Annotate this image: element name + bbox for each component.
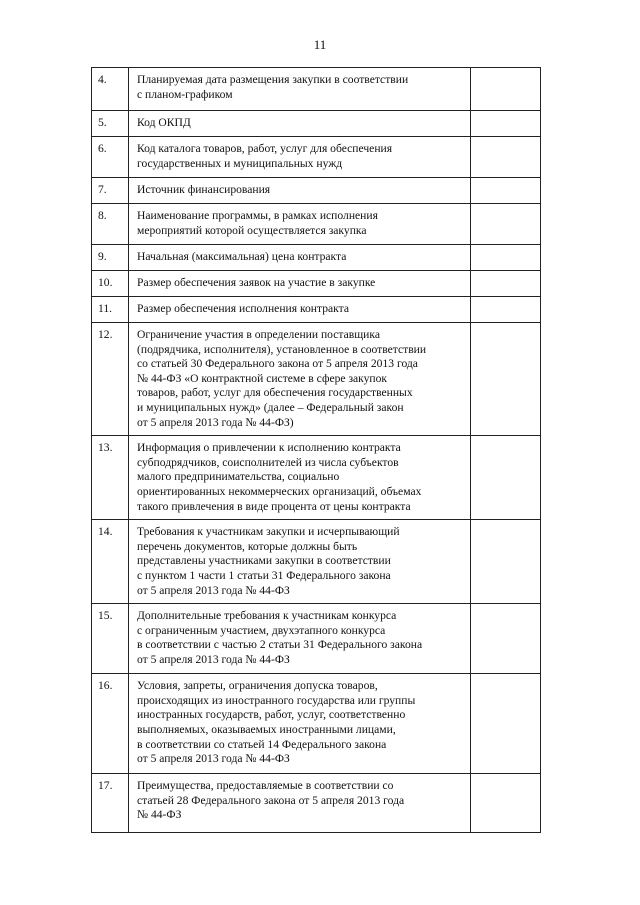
row-number: 8. xyxy=(92,204,129,245)
description-line: с ограниченным участием, двухэтапного конкурса xyxy=(137,623,386,637)
description-line: от 5 апреля 2013 года № 44-ФЗ xyxy=(137,583,290,597)
row-description xyxy=(129,323,471,436)
row-number: 7. xyxy=(92,178,129,204)
row-number: 13. xyxy=(92,436,129,520)
row-value-cell xyxy=(471,111,541,137)
row-value-cell xyxy=(471,604,541,674)
description-line: с пунктом 1 части 1 статьи 31 Федерального закона xyxy=(137,568,391,582)
description-line: малого предпринимательства, социально xyxy=(137,470,340,484)
description-line: государственных и муниципальных нужд xyxy=(137,156,343,170)
row-description xyxy=(129,245,471,271)
description-line: Информация о привлечении к исполнению контракта xyxy=(137,441,401,455)
description-line: Код ОКПД xyxy=(137,116,191,129)
row-description xyxy=(129,68,471,111)
table-row xyxy=(92,137,541,178)
table-row xyxy=(92,323,541,436)
page-number: 11 xyxy=(313,37,327,52)
table-row xyxy=(92,68,541,111)
table-row xyxy=(92,674,541,774)
description-line: (подрядчика, исполнителя), установленное в соответствии xyxy=(137,342,427,356)
row-number: 9. xyxy=(92,245,129,271)
table-row xyxy=(92,774,541,833)
procurement-info-table xyxy=(91,67,541,833)
table-row xyxy=(92,178,541,204)
description-line: статьей 28 Федерального закона от 5 апреля 2013 года xyxy=(137,793,405,807)
row-value-cell xyxy=(471,178,541,204)
description-line: Размер обеспечения заявок на участие в закупке xyxy=(137,276,376,289)
description-line: перечень документов, которые должны быть xyxy=(137,539,358,553)
row-description xyxy=(129,137,471,178)
row-value-cell xyxy=(471,674,541,774)
description-line: выполняемых, оказываемых иностранными лицами, xyxy=(137,722,396,736)
description-line: мероприятий которой осуществляется закупка xyxy=(137,223,367,237)
row-description xyxy=(129,436,471,520)
description-line: от 5 апреля 2013 года № 44-ФЗ xyxy=(137,652,290,666)
row-description xyxy=(129,297,471,323)
row-number: 11. xyxy=(92,297,129,323)
description-line: Источник финансирования xyxy=(137,183,271,196)
row-value-cell xyxy=(471,323,541,436)
description-line: и муниципальных нужд» (далее – Федеральный закон xyxy=(137,400,404,414)
row-description xyxy=(129,774,471,833)
description-line: Условия, запреты, ограничения допуска товаров, xyxy=(137,679,378,693)
description-line: № 44-ФЗ «О контрактной системе в сфере закупок xyxy=(137,371,388,385)
description-line: от 5 апреля 2013 года № 44-ФЗ) xyxy=(137,415,294,429)
description-line: Начальная (максимальная) цена контракта xyxy=(137,250,347,263)
description-line: Размер обеспечения исполнения контракта xyxy=(137,302,349,315)
description-line: Планируемая дата размещения закупки в соответствии xyxy=(137,73,409,86)
table-row xyxy=(92,520,541,604)
row-value-cell xyxy=(471,204,541,245)
description-line: Ограничение участия в определении поставщика xyxy=(137,328,380,341)
row-description xyxy=(129,520,471,604)
description-line: происходящих из иностранного государства или группы xyxy=(137,693,416,707)
description-line: такого привлечения в виде процента от цены контракта xyxy=(137,499,411,513)
row-number: 14. xyxy=(92,520,129,604)
description-line: иностранных государств, работ, услуг, соответственно xyxy=(137,708,406,722)
row-number: 16. xyxy=(92,674,129,774)
row-value-cell xyxy=(471,436,541,520)
description-line: № 44-ФЗ xyxy=(137,808,182,822)
row-value-cell xyxy=(471,774,541,833)
row-value-cell xyxy=(471,297,541,323)
description-line: со статьей 30 Федерального закона от 5 апреля 2013 года xyxy=(137,357,418,371)
table-row xyxy=(92,271,541,297)
description-line: Наименование программы, в рамках исполнения xyxy=(137,209,378,222)
description-line: Преимущества, предоставляемые в соответствии со xyxy=(137,779,394,793)
row-description xyxy=(129,674,471,774)
table-row xyxy=(92,204,541,245)
description-line: Требования к участникам закупки и исчерпывающий xyxy=(137,525,400,539)
table-row xyxy=(92,111,541,137)
description-line: субподрядчиков, соисполнителей из числа субъектов xyxy=(137,455,399,469)
row-number: 5. xyxy=(92,111,129,137)
row-number: 15. xyxy=(92,604,129,674)
row-number: 12. xyxy=(92,323,129,436)
table-row xyxy=(92,297,541,323)
table-row xyxy=(92,604,541,674)
table-row xyxy=(92,436,541,520)
row-description xyxy=(129,204,471,245)
row-number: 10. xyxy=(92,271,129,297)
table-row xyxy=(92,245,541,271)
table-body xyxy=(92,68,541,833)
row-value-cell xyxy=(471,137,541,178)
row-number: 17. xyxy=(92,774,129,833)
description-line: Код каталога товаров, работ, услуг для обеспечения xyxy=(137,142,393,155)
description-line: с планом-графиком xyxy=(137,87,233,101)
row-description xyxy=(129,178,471,204)
description-line: товаров, работ, услуг для обеспечения государственных xyxy=(137,386,413,400)
row-value-cell xyxy=(471,520,541,604)
row-value-cell xyxy=(471,245,541,271)
row-number: 6. xyxy=(92,137,129,178)
description-line: Дополнительные требования к участникам конкурса xyxy=(137,609,397,623)
row-value-cell xyxy=(471,271,541,297)
description-line: в соответствии со статьей 14 Федерального закона xyxy=(137,737,387,751)
row-description xyxy=(129,111,471,137)
row-description xyxy=(129,604,471,674)
description-line: в соответствии с частью 2 статьи 31 Федерального закона xyxy=(137,638,423,652)
description-line: ориентированных некоммерческих организаций, объемах xyxy=(137,484,422,498)
row-description xyxy=(129,271,471,297)
description-line: представлены участниками закупки в соответствии xyxy=(137,554,391,568)
description-line: от 5 апреля 2013 года № 44-ФЗ xyxy=(137,752,290,766)
row-number: 4. xyxy=(92,68,129,111)
row-value-cell xyxy=(471,68,541,111)
